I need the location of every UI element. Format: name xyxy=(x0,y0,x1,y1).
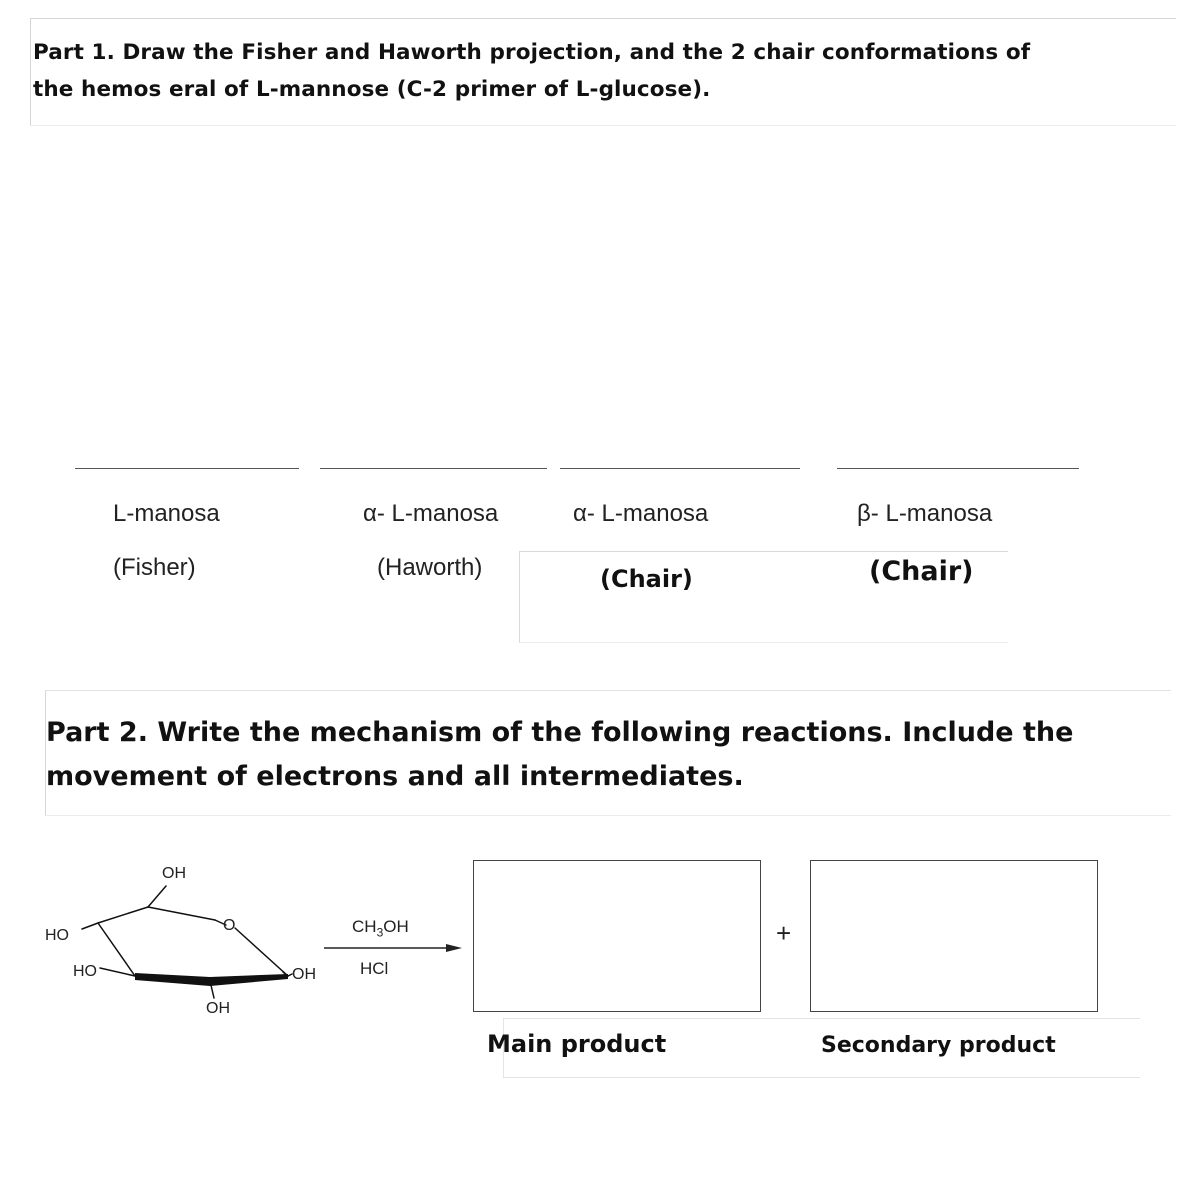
main-product-label: Main product xyxy=(487,1030,667,1058)
part2-line-2: movement of electrons and all intermediates. xyxy=(46,761,744,792)
reagent-hcl: HCl xyxy=(360,959,389,978)
structure-name-1: L-manosa xyxy=(113,500,220,527)
reagent-methanol: $CH_3OH$ xyxy=(352,917,409,940)
main-product-answer-box[interactable] xyxy=(473,860,761,1012)
part1-instructions xyxy=(33,34,1173,108)
part2-instructions xyxy=(46,711,1186,799)
structure-name-3: α- L-manosa xyxy=(573,500,709,527)
structure-projection-4: (Chair) xyxy=(869,556,974,587)
structure-name-2: α- L-manosa xyxy=(363,500,499,527)
reaction-arrow-icon xyxy=(320,938,470,958)
answer-line-haworth xyxy=(320,468,547,469)
secondary-product-answer-box[interactable] xyxy=(810,860,1098,1012)
part2-line-1: Part 2. Write the mechanism of the following reactions. Include the xyxy=(46,717,1074,748)
plus-sign: + xyxy=(776,918,792,948)
label-oh-top: OH xyxy=(162,865,186,882)
answer-line-alpha-chair xyxy=(560,468,800,469)
label-oh-bottom: OH xyxy=(206,1000,230,1017)
secondary-product-label: Secondary product xyxy=(821,1033,1056,1058)
structure-projection-1: (Fisher) xyxy=(113,554,196,581)
part1-line-2: the hemos eral of L-mannose (C-2 primer of L-glucose). xyxy=(33,77,711,102)
structure-projection-3: (Chair) xyxy=(600,565,693,593)
label-ho-top: HO xyxy=(45,927,69,944)
label-ring-oxygen: O xyxy=(223,917,236,934)
mannose-chair-structure xyxy=(30,850,340,1030)
structure-projection-2: (Haworth) xyxy=(377,554,483,581)
answer-line-fisher xyxy=(75,468,299,469)
label-oh-right: OH xyxy=(292,966,316,983)
part1-line-1: Part 1. Draw the Fisher and Haworth projection, and the 2 chair conformations of xyxy=(33,40,1031,65)
label-ho-bottom: HO xyxy=(73,963,97,980)
structure-name-4: β- L-manosa xyxy=(857,500,993,527)
answer-line-beta-chair xyxy=(837,468,1079,469)
